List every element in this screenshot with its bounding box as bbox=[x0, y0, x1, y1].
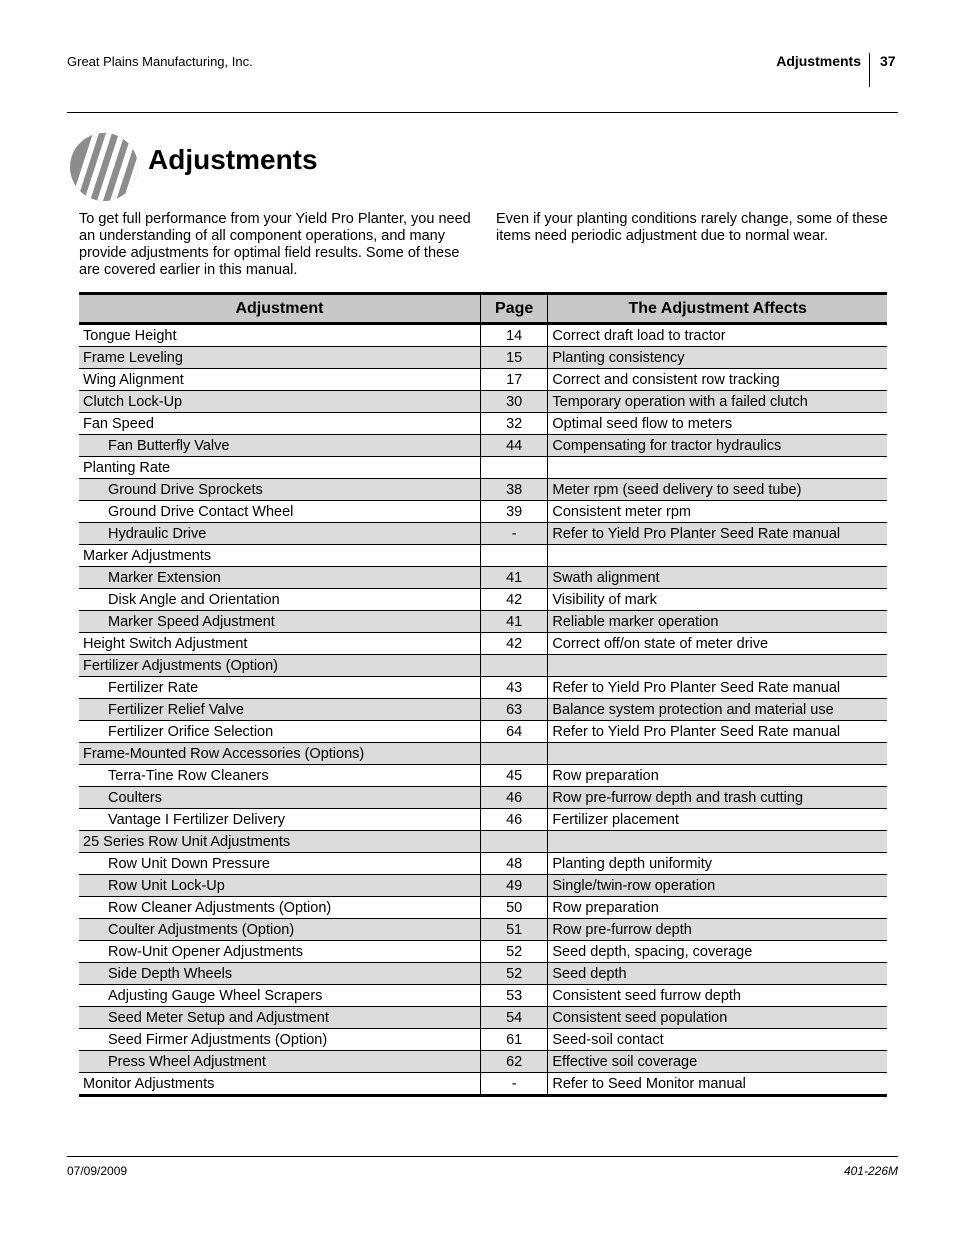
adjustment-cell: Frame Leveling bbox=[79, 347, 480, 369]
adjustment-cell: Frame-Mounted Row Accessories (Options) bbox=[79, 743, 480, 765]
adjustment-cell: Row Cleaner Adjustments (Option) bbox=[79, 897, 480, 919]
table-row bbox=[79, 677, 887, 699]
adjustment-cell: Fertilizer Orifice Selection bbox=[79, 721, 480, 743]
column-header-page: Page bbox=[480, 294, 547, 324]
column-header-adjustment: Adjustment bbox=[79, 294, 480, 324]
adjustment-cell: Hydraulic Drive bbox=[79, 523, 480, 545]
table-row bbox=[79, 897, 887, 919]
adjustment-cell: Fertilizer Relief Valve bbox=[79, 699, 480, 721]
page-cell bbox=[480, 831, 547, 853]
page-cell: 53 bbox=[480, 985, 547, 1007]
table-row bbox=[79, 809, 887, 831]
table-row bbox=[79, 853, 887, 875]
affects-cell: Row preparation bbox=[548, 897, 887, 919]
affects-cell: Correct draft load to tractor bbox=[548, 324, 887, 347]
table-body bbox=[79, 324, 887, 1096]
page-cell: - bbox=[480, 523, 547, 545]
table-group-row bbox=[79, 743, 887, 765]
table-row bbox=[79, 369, 887, 391]
adjustment-cell: Clutch Lock-Up bbox=[79, 391, 480, 413]
adjustment-cell: Monitor Adjustments bbox=[79, 1073, 480, 1096]
affects-cell: Refer to Yield Pro Planter Seed Rate manual bbox=[548, 721, 887, 743]
affects-cell: Consistent seed furrow depth bbox=[548, 985, 887, 1007]
table-row bbox=[79, 523, 887, 545]
page-cell: 49 bbox=[480, 875, 547, 897]
affects-cell: Swath alignment bbox=[548, 567, 887, 589]
affects-cell bbox=[548, 545, 887, 567]
page-cell: 41 bbox=[480, 567, 547, 589]
intro-paragraph-right: Even if your planting conditions rarely change, some of these items need periodic adjustment due to normal wear. bbox=[496, 211, 888, 244]
footer-doc-number: 401-226M bbox=[843, 1164, 898, 1178]
affects-cell: Correct and consistent row tracking bbox=[548, 369, 887, 391]
affects-cell: Row preparation bbox=[548, 765, 887, 787]
page-number: 37 bbox=[880, 53, 896, 69]
adjustment-cell: Seed Firmer Adjustments (Option) bbox=[79, 1029, 480, 1051]
affects-cell: Seed-soil contact bbox=[548, 1029, 887, 1051]
page-cell: - bbox=[480, 1073, 547, 1096]
adjustment-cell: Fan Speed bbox=[79, 413, 480, 435]
table-group-row bbox=[79, 457, 887, 479]
page-cell: 63 bbox=[480, 699, 547, 721]
adjustment-cell: Vantage I Fertilizer Delivery bbox=[79, 809, 480, 831]
page-cell: 44 bbox=[480, 435, 547, 457]
affects-cell: Reliable marker operation bbox=[548, 611, 887, 633]
adjustment-cell: Fertilizer Rate bbox=[79, 677, 480, 699]
affects-cell: Consistent meter rpm bbox=[548, 501, 887, 523]
page-cell: 15 bbox=[480, 347, 547, 369]
table-row bbox=[79, 611, 887, 633]
table-row bbox=[79, 765, 887, 787]
affects-cell: Row pre-furrow depth and trash cutting bbox=[548, 787, 887, 809]
page-cell bbox=[480, 545, 547, 567]
adjustment-cell: Marker Extension bbox=[79, 567, 480, 589]
page-cell: 52 bbox=[480, 941, 547, 963]
page-cell: 38 bbox=[480, 479, 547, 501]
table-row bbox=[79, 501, 887, 523]
page-cell: 41 bbox=[480, 611, 547, 633]
affects-cell: Effective soil coverage bbox=[548, 1051, 887, 1073]
table-group-row bbox=[79, 545, 887, 567]
page-cell: 43 bbox=[480, 677, 547, 699]
affects-cell: Row pre-furrow depth bbox=[548, 919, 887, 941]
adjustment-cell: Height Switch Adjustment bbox=[79, 633, 480, 655]
table-row bbox=[79, 567, 887, 589]
adjustment-cell: Row Unit Lock-Up bbox=[79, 875, 480, 897]
adjustment-cell: Coulters bbox=[79, 787, 480, 809]
table-row bbox=[79, 435, 887, 457]
table-row bbox=[79, 699, 887, 721]
table-row bbox=[79, 1029, 887, 1051]
affects-cell: Single/twin-row operation bbox=[548, 875, 887, 897]
adjustment-cell: Fan Butterfly Valve bbox=[79, 435, 480, 457]
adjustment-cell: Tongue Height bbox=[83, 327, 177, 344]
adjustment-cell: Ground Drive Sprockets bbox=[79, 479, 480, 501]
affects-cell: Seed depth, spacing, coverage bbox=[548, 941, 887, 963]
adjustment-cell: 25 Series Row Unit Adjustments bbox=[79, 831, 480, 853]
table-row bbox=[79, 963, 887, 985]
table-group-row bbox=[79, 831, 887, 853]
table-row bbox=[79, 941, 887, 963]
adjustment-cell: Coulter Adjustments (Option) bbox=[79, 919, 480, 941]
adjustment-cell: Seed Meter Setup and Adjustment bbox=[79, 1007, 480, 1029]
affects-cell bbox=[548, 831, 887, 853]
page-cell: 46 bbox=[480, 809, 547, 831]
table-row bbox=[79, 1051, 887, 1073]
table-row bbox=[79, 391, 887, 413]
page-cell: 45 bbox=[480, 765, 547, 787]
page-cell: 32 bbox=[480, 413, 547, 435]
page-cell: 48 bbox=[480, 853, 547, 875]
table-row bbox=[79, 919, 887, 941]
adjustment-cell: Adjusting Gauge Wheel Scrapers bbox=[79, 985, 480, 1007]
table-row bbox=[79, 324, 887, 347]
affects-cell bbox=[548, 457, 887, 479]
page-cell: 54 bbox=[480, 1007, 547, 1029]
page-cell: 51 bbox=[480, 919, 547, 941]
table-row bbox=[79, 875, 887, 897]
page-cell: 14 bbox=[480, 324, 547, 347]
adjustment-cell: Disk Angle and Orientation bbox=[79, 589, 480, 611]
adjustment-cell: Terra-Tine Row Cleaners bbox=[79, 765, 480, 787]
affects-cell: Correct off/on state of meter drive bbox=[548, 633, 887, 655]
company-name: Great Plains Manufacturing, Inc. bbox=[67, 54, 253, 69]
page-cell: 50 bbox=[480, 897, 547, 919]
affects-cell: Meter rpm (seed delivery to seed tube) bbox=[548, 479, 887, 501]
footer-rule bbox=[67, 1156, 898, 1157]
table-row bbox=[79, 633, 887, 655]
affects-cell bbox=[548, 743, 887, 765]
page-cell: 62 bbox=[480, 1051, 547, 1073]
affects-cell: Optimal seed flow to meters bbox=[548, 413, 887, 435]
affects-cell: Balance system protection and material use bbox=[548, 699, 887, 721]
adjustment-cell: Press Wheel Adjustment bbox=[79, 1051, 480, 1073]
affects-cell: Planting depth uniformity bbox=[548, 853, 887, 875]
great-plains-stripe-logo-icon bbox=[69, 132, 139, 202]
adjustment-cell: Ground Drive Contact Wheel bbox=[79, 501, 480, 523]
table-row bbox=[79, 413, 887, 435]
affects-cell: Fertilizer placement bbox=[548, 809, 887, 831]
header-divider bbox=[869, 53, 870, 87]
adjustment-cell: Fertilizer Adjustments (Option) bbox=[79, 655, 480, 677]
table-row bbox=[79, 985, 887, 1007]
table-header-row bbox=[79, 294, 887, 324]
page-cell bbox=[480, 457, 547, 479]
table-row bbox=[79, 479, 887, 501]
adjustment-cell: Row Unit Down Pressure bbox=[79, 853, 480, 875]
page-cell: 46 bbox=[480, 787, 547, 809]
header-rule bbox=[67, 112, 898, 113]
page-cell: 64 bbox=[480, 721, 547, 743]
table-row bbox=[79, 1073, 887, 1096]
affects-cell: Temporary operation with a failed clutch bbox=[548, 391, 887, 413]
page-cell: 61 bbox=[480, 1029, 547, 1051]
affects-cell: Refer to Yield Pro Planter Seed Rate manual bbox=[548, 523, 887, 545]
adjustment-cell: Side Depth Wheels bbox=[79, 963, 480, 985]
affects-cell: Refer to Seed Monitor manual bbox=[548, 1073, 887, 1096]
adjustments-table bbox=[79, 292, 887, 1097]
affects-cell: Refer to Yield Pro Planter Seed Rate manual bbox=[548, 677, 887, 699]
page-cell: 39 bbox=[480, 501, 547, 523]
page-cell: 42 bbox=[480, 589, 547, 611]
page-cell: 52 bbox=[480, 963, 547, 985]
running-section-title: Adjustments bbox=[776, 53, 861, 69]
affects-cell: Visibility of mark bbox=[548, 589, 887, 611]
table-group-row bbox=[79, 655, 887, 677]
page-cell: 17 bbox=[480, 369, 547, 391]
table-row bbox=[79, 589, 887, 611]
page-title: Adjustments bbox=[148, 144, 318, 175]
table-row bbox=[79, 1007, 887, 1029]
page-cell: 42 bbox=[480, 633, 547, 655]
affects-cell bbox=[548, 655, 887, 677]
adjustment-cell: Marker Adjustments bbox=[79, 545, 480, 567]
table-row bbox=[79, 347, 887, 369]
adjustment-cell: Wing Alignment bbox=[79, 369, 480, 391]
adjustment-cell: Marker Speed Adjustment bbox=[79, 611, 480, 633]
page-cell bbox=[480, 655, 547, 677]
table-row bbox=[79, 721, 887, 743]
page-cell bbox=[480, 743, 547, 765]
affects-cell: Consistent seed population bbox=[548, 1007, 887, 1029]
affects-cell: Seed depth bbox=[548, 963, 887, 985]
table-row bbox=[79, 787, 887, 809]
footer-date: 07/09/2009 bbox=[67, 1164, 128, 1178]
affects-cell: Planting consistency bbox=[548, 347, 887, 369]
column-header-affects: The Adjustment Affects bbox=[548, 294, 887, 324]
intro-paragraph-left: To get full performance from your Yield Pro Planter, you need an understanding of all component operations, and many provide adjustments for optimal field results. Some of these are covered earlier in this manual. bbox=[79, 211, 471, 278]
adjustment-cell: Row-Unit Opener Adjustments bbox=[79, 941, 480, 963]
affects-cell: Compensating for tractor hydraulics bbox=[548, 435, 887, 457]
adjustment-cell: Planting Rate bbox=[79, 457, 480, 479]
page-cell: 30 bbox=[480, 391, 547, 413]
